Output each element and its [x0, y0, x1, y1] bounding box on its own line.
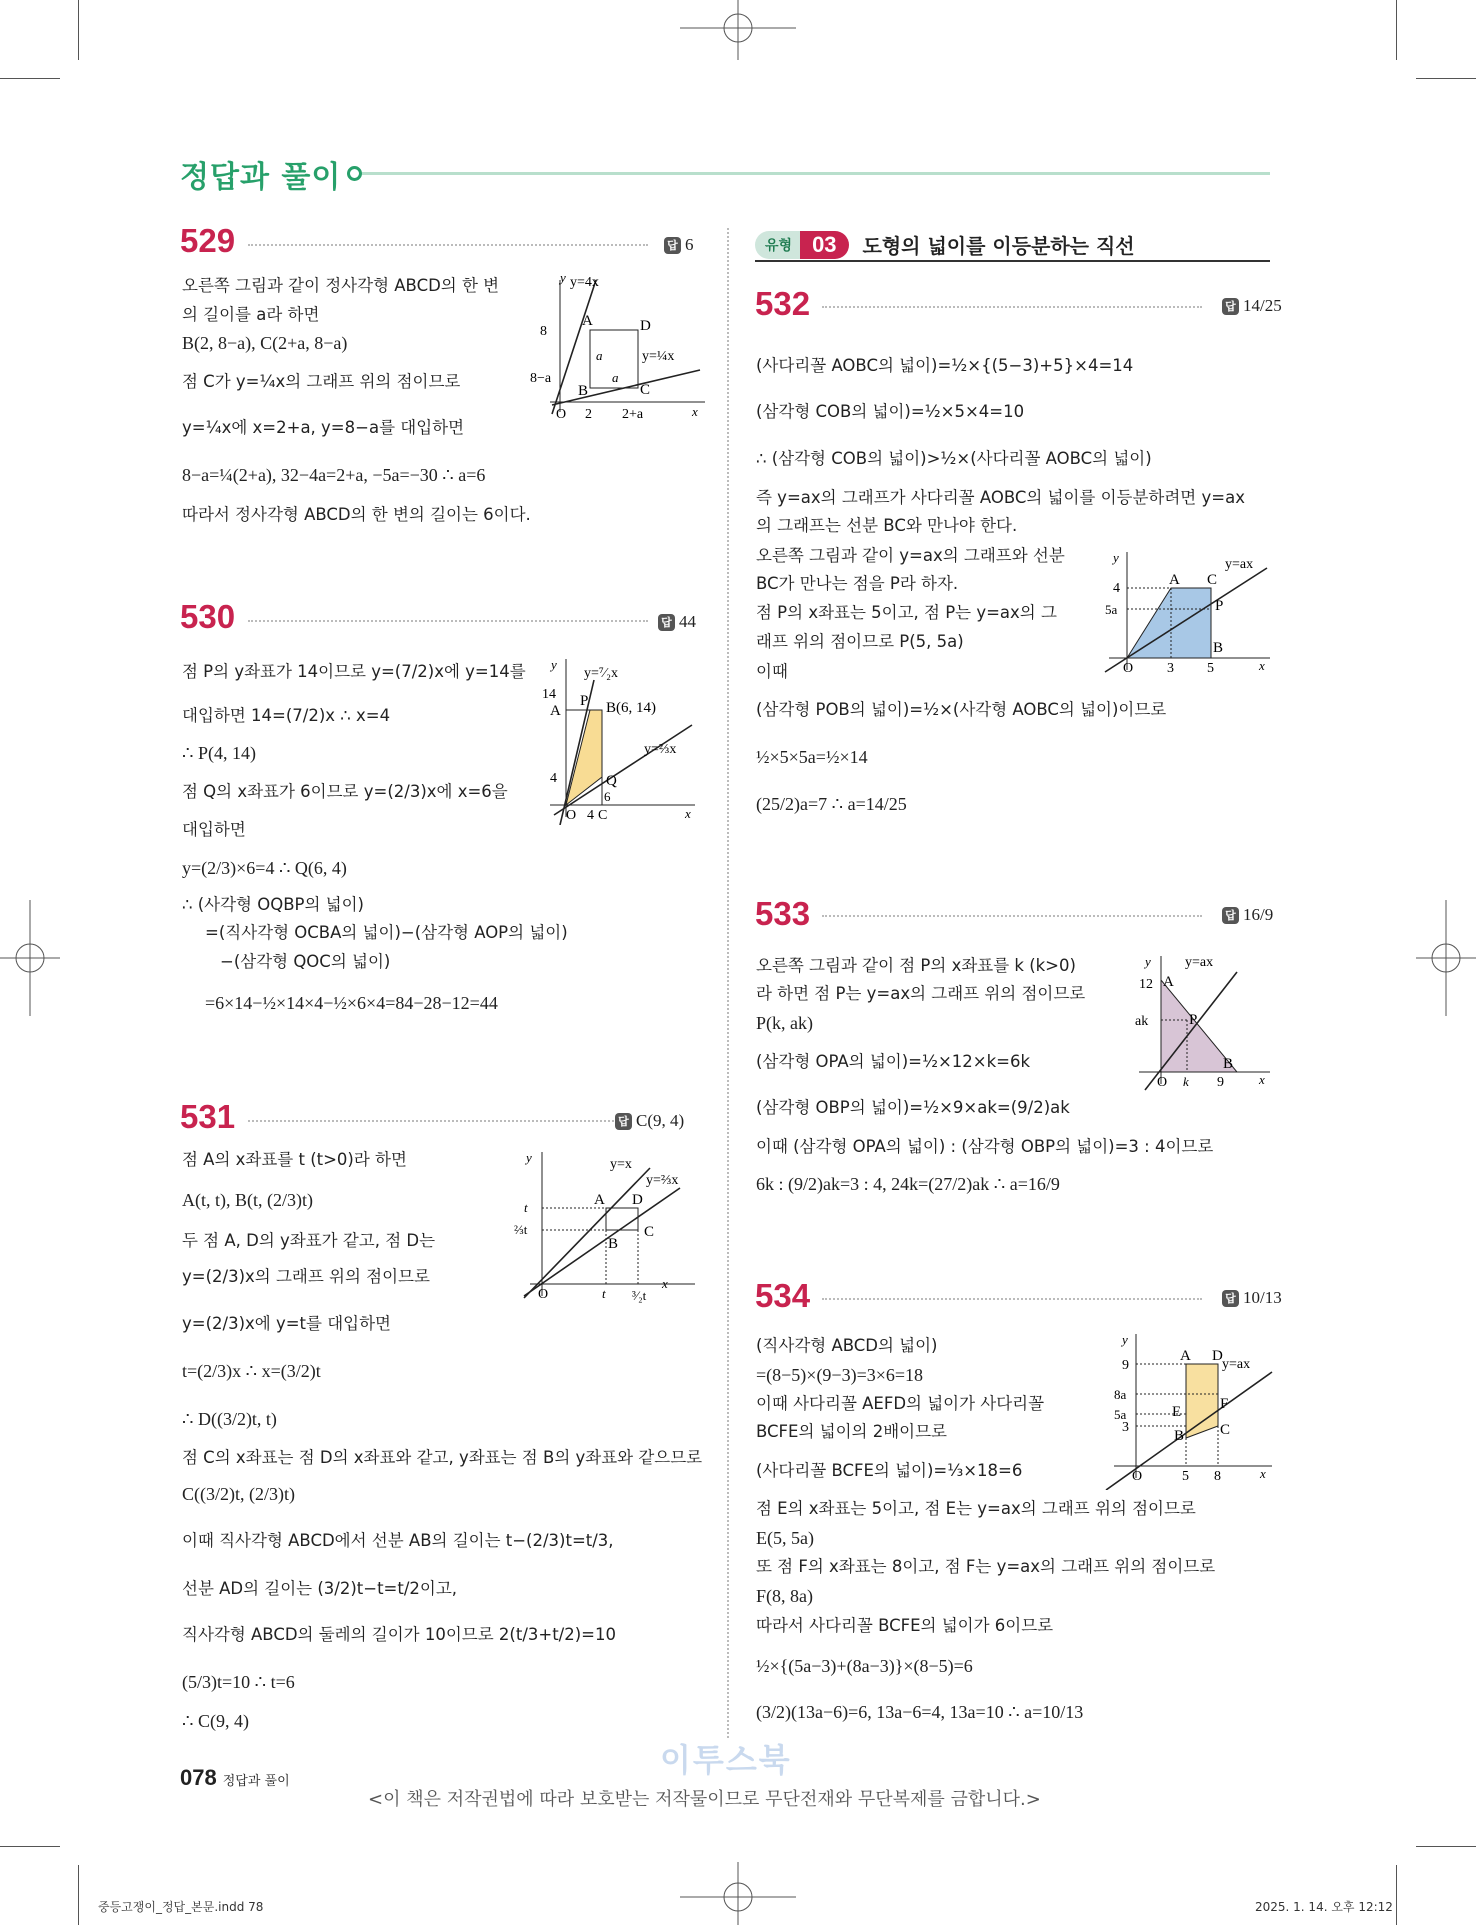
- solution-line: (사다리꼴 BCFE의 넓이)=⅓×18=6: [756, 1461, 1023, 1480]
- svg-text:3: 3: [1122, 1420, 1129, 1435]
- svg-text:A: A: [582, 313, 593, 329]
- solution-line: −(삼각형 QOC의 넓이): [220, 952, 391, 971]
- header-dot-icon: [347, 166, 362, 181]
- solution-line: 오른쪽 그림과 같이 점 P의 x좌표를 k (k>0): [756, 956, 1076, 975]
- solution-line: 이때 직사각형 ABCD에서 선분 AB의 길이는 t−(2/3)t=t/3,: [182, 1531, 614, 1550]
- svg-text:4: 4: [1113, 581, 1120, 596]
- solution-line: ½×{(5a−3)+(8a−3)}×(8−5)=6: [756, 1656, 973, 1676]
- svg-text:B: B: [608, 1236, 619, 1252]
- svg-text:5: 5: [1207, 661, 1214, 676]
- svg-text:O: O: [1157, 1075, 1168, 1090]
- svg-text:A: A: [1180, 1348, 1191, 1364]
- answer-badge: 답 10/13: [1222, 1288, 1282, 1308]
- svg-text:4: 4: [550, 771, 557, 786]
- solution-line: 두 점 A, D의 y좌표가 같고, 점 D는: [182, 1231, 436, 1250]
- answer-badge: 답 16/9: [1222, 905, 1273, 925]
- svg-text:A: A: [1169, 572, 1180, 588]
- dotted-leader: [248, 244, 648, 246]
- svg-text:³⁄₂t: ³⁄₂t: [632, 1288, 647, 1303]
- svg-text:D: D: [1212, 1348, 1223, 1364]
- solution-line: ½×5×5a=½×14: [756, 747, 868, 767]
- solution-line: 점 E의 x좌표는 5이고, 점 E는 y=ax의 그래프 위의 점이므로: [756, 1499, 1196, 1518]
- dotted-leader: [248, 620, 648, 622]
- type-tag-label: 유형: [755, 231, 800, 259]
- solution-line: (삼각형 POB의 넓이)=½×(사각형 AOBC의 넓이)이므로: [756, 700, 1167, 719]
- svg-text:x: x: [692, 404, 698, 419]
- answer-icon: 답: [664, 237, 681, 254]
- svg-text:A: A: [1163, 974, 1174, 990]
- svg-text:8: 8: [540, 324, 547, 339]
- solution-line: 라 하면 점 P는 y=ax의 그래프 위의 점이므로: [756, 984, 1086, 1003]
- solution-line: y=(2/3)x의 그래프 위의 점이므로: [182, 1267, 430, 1286]
- solution-line: 이때 (삼각형 OPA의 넓이) : (삼각형 OBP의 넓이)=3 : 4이므로: [756, 1137, 1214, 1156]
- solution-line: =6×14−½×14×4−½×6×4=84−28−12=44: [205, 993, 498, 1013]
- solution-line: 이때 사다리꼴 AEFD의 넓이가 사다리꼴: [756, 1394, 1045, 1413]
- svg-text:x: x: [1259, 1072, 1265, 1087]
- solution-line: 점 A의 x좌표를 t (t>0)라 하면: [182, 1150, 407, 1169]
- figure-534: [1100, 1330, 1275, 1490]
- svg-text:y: y: [560, 272, 566, 285]
- svg-text:a: a: [596, 348, 603, 363]
- svg-text:y: y: [1122, 1332, 1128, 1347]
- svg-text:Q: Q: [606, 773, 617, 789]
- solution-line: (직사각형 ABCD의 넓이): [756, 1336, 938, 1355]
- solution-line: 따라서 사다리꼴 BCFE의 넓이가 6이므로: [756, 1616, 1054, 1635]
- svg-text:O: O: [538, 1287, 549, 1302]
- solution-line: y=(2/3)×6=4 ∴ Q(6, 4): [182, 858, 347, 878]
- answer-icon: 답: [1222, 1290, 1239, 1307]
- svg-text:ak: ak: [1135, 1014, 1149, 1029]
- svg-text:t: t: [524, 1200, 528, 1215]
- solution-line: (25/2)a=7 ∴ a=14/25: [756, 794, 907, 814]
- solution-line: 직사각형 ABCD의 둘레의 길이가 10이므로 2(t/3+t/2)=10: [182, 1625, 616, 1644]
- solution-line: (삼각형 COB의 넓이)=½×5×4=10: [756, 402, 1025, 421]
- solution-line: (5/3)t=10 ∴ t=6: [182, 1672, 295, 1692]
- svg-text:D: D: [632, 1192, 643, 1208]
- solution-line: 점 P의 y좌표가 14이므로 y=(7/2)x에 y=14를: [182, 662, 526, 681]
- solution-line: BCFE의 넓이의 2배이므로: [756, 1422, 947, 1441]
- crop-mark: [0, 1846, 60, 1847]
- solution-line: 점 C가 y=¼x의 그래프 위의 점이므로: [182, 372, 461, 391]
- svg-text:F: F: [1220, 1396, 1229, 1412]
- solution-line: =(8−5)×(9−3)=3×6=18: [756, 1365, 924, 1385]
- crop-mark: [1396, 0, 1397, 60]
- solution-line: ∴ D((3/2)t, t): [182, 1409, 277, 1429]
- problem-number: 533: [755, 895, 811, 932]
- svg-text:P: P: [1189, 1012, 1198, 1028]
- solution-line: ∴ P(4, 14): [182, 743, 256, 763]
- svg-text:⅔t: ⅔t: [514, 1222, 528, 1237]
- solution-line: 오른쪽 그림과 같이 정사각형 ABCD의 한 변: [182, 276, 500, 295]
- svg-text:C: C: [644, 1224, 655, 1240]
- answer-badge: 답 C(9, 4): [615, 1111, 684, 1131]
- solution-line: F(8, 8a): [756, 1586, 813, 1606]
- solution-line: 8−a=¼(2+a), 32−4a=2+a, −5a=−30 ∴ a=6: [182, 465, 486, 485]
- dotted-leader: [822, 1298, 1202, 1300]
- answer-badge: 답 14/25: [1222, 296, 1282, 316]
- solution-line: 점 C의 x좌표는 점 D의 x좌표와 같고, y좌표는 점 B의 y좌표와 같으므로: [182, 1448, 703, 1467]
- solution-line: y=(2/3)x에 y=t를 대입하면: [182, 1314, 391, 1333]
- svg-text:y=ax: y=ax: [1225, 557, 1254, 572]
- solution-line: y=¼x에 x=2+a, y=8−a를 대입하면: [182, 418, 465, 437]
- answer-icon: 답: [1222, 298, 1239, 315]
- crop-mark: [78, 0, 79, 60]
- svg-text:x: x: [1260, 1466, 1266, 1481]
- solution-line: 대입하면 14=(7/2)x ∴ x=4: [182, 706, 391, 725]
- solution-line: 또 점 F의 x좌표는 8이고, 점 F는 y=ax의 그래프 위의 점이므로: [756, 1557, 1216, 1576]
- solution-line: 6k : (9/2)ak=3 : 4, 24k=(27/2)ak ∴ a=16/9: [756, 1174, 1060, 1194]
- svg-text:y: y: [551, 657, 557, 672]
- dotted-leader: [248, 1120, 618, 1122]
- solution-line: ∴ (사각형 OQBP의 넓이): [182, 895, 364, 914]
- svg-text:12: 12: [1139, 977, 1153, 992]
- svg-text:14: 14: [542, 687, 556, 702]
- svg-text:y=¼x: y=¼x: [642, 349, 675, 364]
- solution-line: A(t, t), B(t, (2/3)t): [182, 1190, 313, 1210]
- problem-number: 529: [180, 222, 236, 259]
- svg-text:y=x: y=x: [610, 1157, 632, 1172]
- problem-number: 534: [755, 1277, 811, 1314]
- svg-text:y=ax: y=ax: [1222, 1357, 1251, 1372]
- svg-text:4: 4: [587, 808, 594, 823]
- page-number: 078 정답과 풀이: [180, 1765, 290, 1790]
- svg-text:3: 3: [1167, 661, 1174, 676]
- column-divider: [727, 228, 729, 1738]
- dotted-leader: [822, 306, 1202, 308]
- solution-line: (사다리꼴 AOBC의 넓이)=½×{(5−3)+5}×4=14: [756, 356, 1134, 375]
- figure-529: [530, 272, 710, 422]
- solution-line: E(5, 5a): [756, 1528, 814, 1548]
- svg-text:8: 8: [1214, 1469, 1221, 1484]
- crop-mark: [78, 1865, 79, 1925]
- solution-line: 의 길이를 a라 하면: [182, 305, 320, 324]
- header-rule: [362, 172, 1270, 175]
- solution-line: 의 그래프는 선분 BC와 만나야 한다.: [756, 516, 1018, 535]
- page-header-title: 정답과 풀이: [180, 160, 342, 195]
- svg-text:D: D: [640, 318, 651, 334]
- print-slug-file: 중등고쟁이_정답_본문.indd 78: [98, 1900, 264, 1914]
- solution-line: =(직사각형 OCBA의 넓이)−(삼각형 AOP의 넓이): [205, 923, 568, 942]
- registration-mark: [0, 900, 60, 1016]
- svg-text:x: x: [662, 1276, 668, 1291]
- svg-text:y=ax: y=ax: [1185, 955, 1214, 970]
- svg-text:y=⅔x: y=⅔x: [644, 742, 677, 757]
- figure-532: [1095, 548, 1275, 678]
- crop-mark: [1396, 1865, 1397, 1925]
- svg-text:k: k: [1183, 1074, 1189, 1089]
- solution-line: 즉 y=ax의 그래프가 사다리꼴 AOBC의 넓이를 이등분하려면 y=ax: [756, 488, 1245, 507]
- svg-text:2: 2: [585, 407, 592, 422]
- svg-text:a: a: [612, 370, 619, 385]
- solution-line: 이때: [756, 662, 788, 681]
- svg-text:y=4x: y=4x: [570, 275, 599, 290]
- figure-531: [510, 1148, 700, 1308]
- solution-line: (삼각형 OBP의 넓이)=½×9×ak=(9/2)ak: [756, 1098, 1070, 1117]
- answer-badge: 답 44: [658, 612, 696, 632]
- svg-text:O: O: [566, 808, 577, 823]
- crop-mark: [0, 78, 60, 79]
- svg-text:B: B: [1174, 1428, 1185, 1444]
- answer-icon: 답: [615, 1113, 632, 1130]
- solution-line: 선분 AD의 길이는 (3/2)t−t=t/2이고,: [182, 1579, 458, 1598]
- svg-text:y: y: [526, 1150, 532, 1165]
- svg-text:B: B: [578, 383, 589, 399]
- svg-text:8a: 8a: [1114, 1387, 1127, 1402]
- svg-text:2+a: 2+a: [622, 407, 644, 422]
- problem-number: 531: [180, 1098, 236, 1135]
- svg-text:C: C: [1220, 1422, 1231, 1438]
- svg-text:5a: 5a: [1105, 602, 1118, 617]
- solution-line: t=(2/3)x ∴ x=(3/2)t: [182, 1361, 321, 1381]
- figure-533: [1125, 952, 1275, 1092]
- solution-line: 점 P의 x좌표는 5이고, 점 P는 y=ax의 그: [756, 603, 1057, 622]
- svg-text:8−a: 8−a: [530, 371, 552, 386]
- solution-line: ∴ C(9, 4): [182, 1711, 249, 1731]
- svg-text:y: y: [1113, 550, 1119, 565]
- registration-mark: [680, 1862, 796, 1925]
- solution-line: C((3/2)t, (2/3)t): [182, 1484, 295, 1504]
- svg-text:9: 9: [1122, 1358, 1129, 1373]
- svg-text:C: C: [1207, 572, 1218, 588]
- svg-text:O: O: [1123, 661, 1134, 676]
- crop-mark: [1416, 78, 1476, 79]
- svg-text:C: C: [598, 808, 608, 823]
- svg-text:t: t: [602, 1286, 606, 1301]
- svg-text:y=⅔x: y=⅔x: [646, 1173, 679, 1188]
- svg-text:5: 5: [1182, 1469, 1189, 1484]
- solution-line: 점 Q의 x좌표가 6이므로 y=(2/3)x에 x=6을: [182, 782, 508, 801]
- svg-text:A: A: [550, 703, 561, 719]
- registration-mark: [1416, 900, 1476, 1016]
- watermark-logo: 이투스북: [660, 1741, 792, 1779]
- svg-text:5a: 5a: [1114, 1407, 1127, 1422]
- crop-mark: [1416, 1846, 1476, 1847]
- svg-text:x: x: [685, 806, 691, 821]
- svg-text:C: C: [640, 382, 651, 398]
- registration-mark: [680, 0, 796, 60]
- svg-text:y: y: [1145, 954, 1151, 969]
- type-section-header: [755, 230, 1135, 259]
- page-label: 정답과 풀이: [222, 1774, 290, 1789]
- problem-number: 532: [755, 285, 811, 322]
- print-slug-date: 2025. 1. 14. 오후 12:12: [1255, 1900, 1393, 1914]
- solution-line: (3/2)(13a−6)=6, 13a−6=4, 13a=10 ∴ a=10/13: [756, 1702, 1084, 1722]
- svg-text:x: x: [1259, 658, 1265, 673]
- type-number: 03: [800, 231, 848, 259]
- solution-line: 래프 위의 점이므로 P(5, 5a): [756, 632, 964, 651]
- type-rule: [755, 260, 1270, 262]
- solution-line: 따라서 정사각형 ABCD의 한 변의 길이는 6이다.: [182, 505, 531, 524]
- problem-number: 530: [180, 598, 236, 635]
- svg-text:6: 6: [604, 789, 611, 804]
- svg-text:9: 9: [1217, 1075, 1224, 1090]
- svg-text:y=⁷⁄₂x: y=⁷⁄₂x: [584, 666, 618, 681]
- svg-text:B: B: [1223, 1056, 1234, 1072]
- solution-line: B(2, 8−a), C(2+a, 8−a): [182, 333, 348, 353]
- svg-text:O: O: [556, 407, 567, 422]
- type-title: 도형의 넓이를 이등분하는 직선: [862, 234, 1135, 258]
- solution-line: BC가 만나는 점을 P라 하자.: [756, 574, 959, 593]
- solution-line: ∴ (삼각형 COB의 넓이)>½×(사다리꼴 AOBC의 넓이): [756, 449, 1152, 468]
- copyright-notice: <이 책은 저작권법에 따라 보호받는 저작물이므로 무단전재와 무단복제를 금합니다.>: [368, 1789, 1041, 1810]
- svg-text:P: P: [580, 693, 589, 709]
- solution-line: (삼각형 OPA의 넓이)=½×12×k=6k: [756, 1052, 1031, 1071]
- answer-icon: 답: [1222, 907, 1239, 924]
- answer-badge: 답 6: [664, 235, 694, 255]
- figure-530: [540, 655, 700, 825]
- svg-text:B: B: [1213, 640, 1224, 656]
- svg-text:A: A: [594, 1192, 605, 1208]
- solution-line: P(k, ak): [756, 1013, 813, 1033]
- svg-text:O: O: [1132, 1469, 1143, 1484]
- answer-icon: 답: [658, 614, 675, 631]
- dotted-leader: [822, 915, 1202, 917]
- svg-text:B(6, 14): B(6, 14): [606, 700, 656, 716]
- solution-line: 대입하면: [182, 820, 246, 839]
- svg-text:E: E: [1172, 1404, 1182, 1420]
- svg-text:P: P: [1215, 598, 1224, 614]
- solution-line: 오른쪽 그림과 같이 y=ax의 그래프와 선분: [756, 546, 1065, 565]
